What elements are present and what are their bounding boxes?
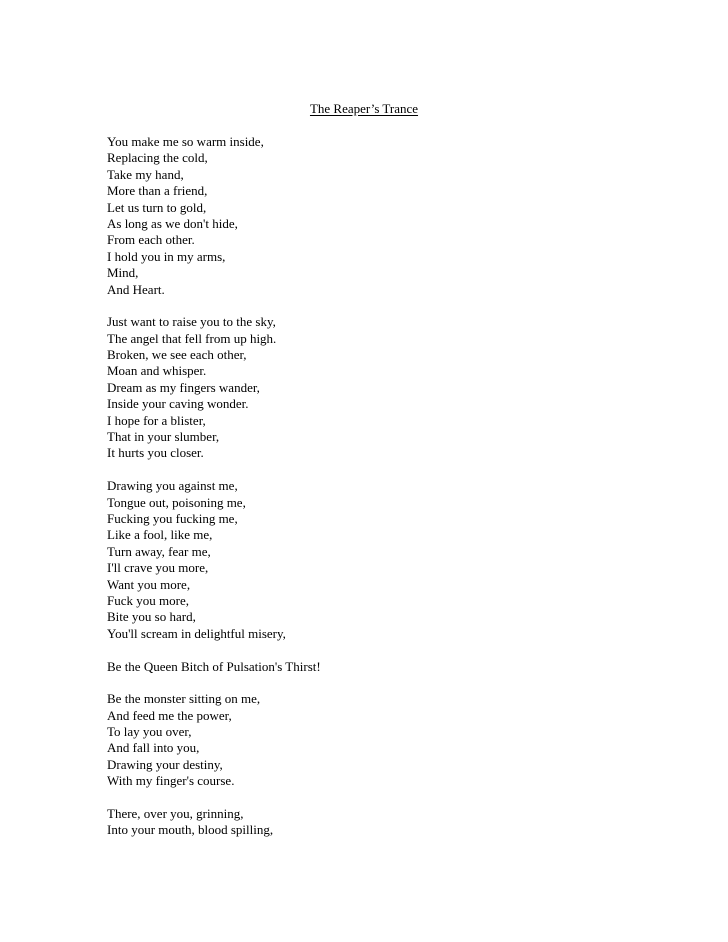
poem-line: Let us turn to gold,	[107, 199, 207, 215]
poem-line: I'll crave you more,	[107, 560, 209, 576]
poem-line: Take my hand,	[107, 166, 184, 182]
poem-stanza	[107, 478, 667, 642]
poem-body	[107, 134, 667, 855]
poem-line: Inside your caving wonder.	[107, 396, 249, 412]
poem-line: Be the Queen Bitch of Pulsation's Thirst!	[107, 658, 321, 674]
poem-line: More than a friend,	[107, 183, 208, 199]
poem-line: I hold you in my arms,	[107, 248, 226, 264]
poem-line: Fuck you more,	[107, 592, 189, 608]
poem-line: Just want to raise you to the sky,	[107, 314, 276, 330]
poem-line: I hope for a blister,	[107, 412, 206, 428]
poem-line: Be the monster sitting on me,	[107, 691, 261, 707]
poem-line: Tongue out, poisoning me,	[107, 494, 246, 510]
poem-line: You make me so warm inside,	[107, 134, 264, 149]
poem-line: Replacing the cold,	[107, 150, 208, 166]
poem-line: Drawing you against me,	[107, 478, 238, 494]
poem-title: The Reaper’s Trance	[309, 101, 419, 116]
poem-line: That in your slumber,	[107, 429, 220, 445]
poem-line: To lay you over,	[107, 724, 192, 740]
poem-line: The angel that fell from up high.	[107, 330, 277, 346]
poem-line: Into your mouth, blood spilling,	[107, 822, 274, 838]
poem-line: Moan and whisper.	[107, 363, 207, 379]
poem-line: From each other.	[107, 232, 195, 248]
poem-stanza	[107, 806, 667, 839]
poem-line: Drawing your destiny,	[107, 756, 223, 772]
poem-line: Bite you so hard,	[107, 609, 196, 625]
poem-line: Mind,	[107, 265, 139, 281]
poem-line: And feed me the power,	[107, 707, 232, 723]
poem-line: Want you more,	[107, 576, 191, 592]
poem-line: And fall into you,	[107, 740, 200, 756]
poem-line: Dream as my fingers wander,	[107, 379, 260, 395]
poem-line: And Heart.	[107, 281, 165, 297]
poem-line: Fucking you fucking me,	[107, 510, 238, 526]
poem-stanza	[107, 659, 667, 675]
poem-line: There, over you, grinning,	[107, 806, 244, 822]
poem-line: You'll scream in delightful misery,	[107, 625, 286, 641]
poem-line: As long as we don't hide,	[107, 215, 238, 231]
poem-stanza	[107, 691, 667, 789]
poem-line: Like a fool, like me,	[107, 527, 213, 543]
poem-line: Broken, we see each other,	[107, 347, 247, 363]
poem-stanza	[107, 134, 667, 298]
poem-line: It hurts you closer.	[107, 445, 204, 461]
poem-line: Turn away, fear me,	[107, 543, 211, 559]
poem-stanza	[107, 314, 667, 462]
poem-line: With my finger's course.	[107, 773, 235, 789]
